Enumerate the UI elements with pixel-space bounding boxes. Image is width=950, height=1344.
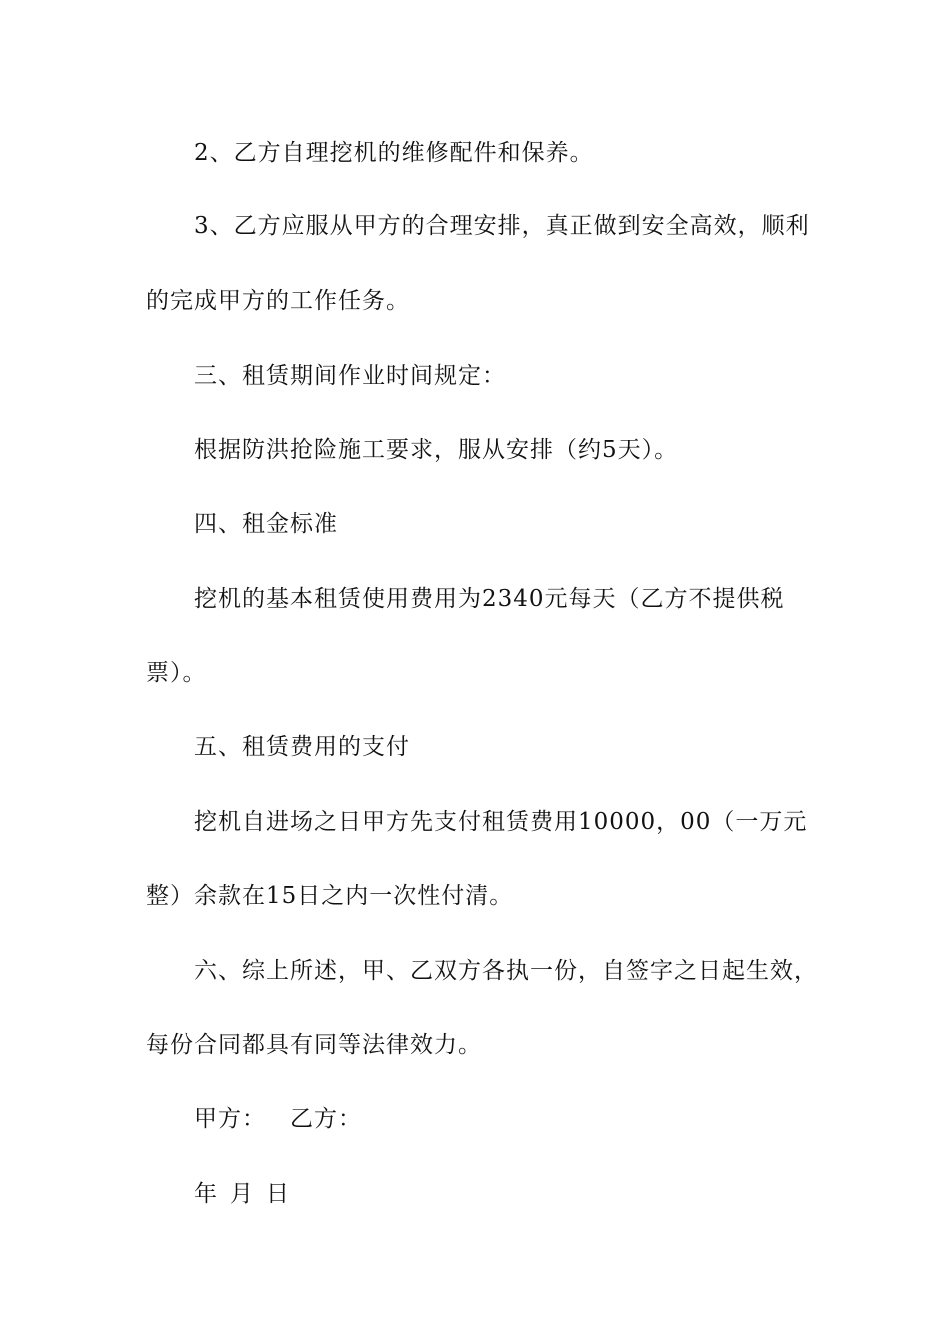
date-year-label: 年 (194, 1181, 218, 1207)
section-5-body-line-2: 整）余款在15日之内一次性付清。 (146, 883, 514, 909)
section-6-line-1: 六、综上所述，甲、乙双方各执一份，自签字之日起生效， (194, 958, 818, 984)
section-6-line-2: 每份合同都具有同等法律效力。 (146, 1032, 482, 1058)
clause-2-line: 2、乙方自理挖机的维修配件和保养。 (194, 140, 594, 166)
section-4-heading: 四、租金标准 (194, 511, 338, 537)
party-b-label: 乙方： (290, 1106, 362, 1132)
section-5-body-line-1: 挖机自进场之日甲方先支付租赁费用10000，00（一万元 (194, 809, 808, 835)
section-4-body-line-2: 票）。 (146, 660, 207, 686)
clause-3-line-2: 的完成甲方的工作任务。 (146, 288, 410, 314)
section-3-body: 根据防洪抢险施工要求，服从安排（约5天）。 (194, 437, 679, 463)
clause-3-line-1: 3、乙方应服从甲方的合理安排，真正做到安全高效，顺利 (194, 213, 810, 239)
section-5-heading: 五、租赁费用的支付 (194, 734, 410, 760)
date-day-label: 日 (266, 1181, 290, 1207)
date-month-label: 月 (230, 1181, 254, 1207)
section-3-heading: 三、租赁期间作业时间规定： (194, 363, 506, 389)
section-4-body-line-1: 挖机的基本租赁使用费用为2340元每天（乙方不提供税 (194, 586, 785, 612)
date-row (194, 1179, 894, 1209)
signature-row (194, 1104, 894, 1134)
party-a-label: 甲方： (194, 1106, 266, 1132)
